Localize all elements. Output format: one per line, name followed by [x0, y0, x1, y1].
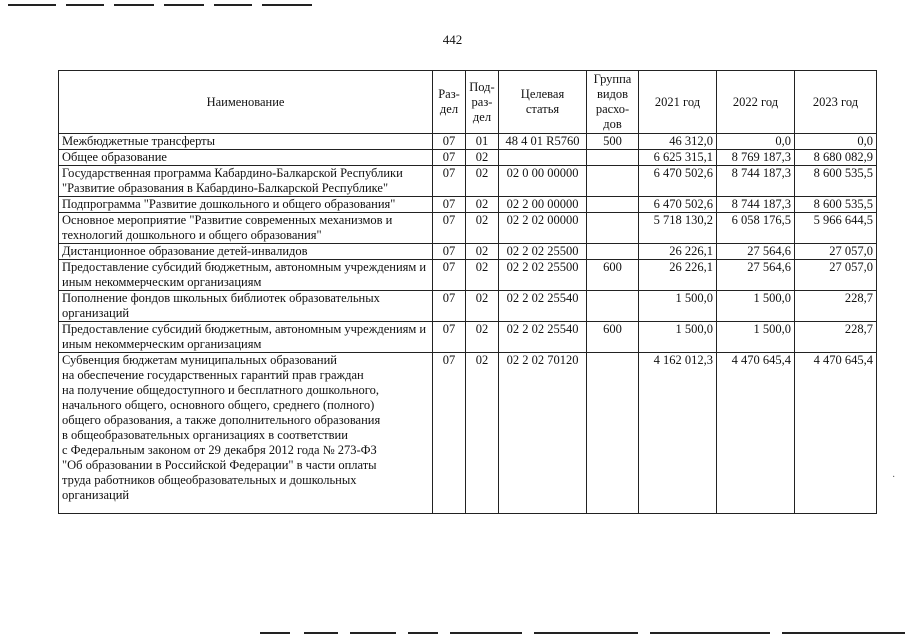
cell-celevaya: 02 2 02 25500	[499, 260, 587, 291]
cell-name: Предоставление субсидий бюджетным, автономным учреждениям и иным некоммерческим организациям	[59, 260, 433, 291]
cell-2021: 6 470 502,6	[639, 166, 717, 197]
cell-2023: 27 057,0	[795, 260, 877, 291]
cell-razdel: 07	[433, 353, 466, 514]
cell-podrazdel: 02	[466, 322, 499, 353]
cell-gruppa	[587, 150, 639, 166]
cell-gruppa	[587, 197, 639, 213]
cell-2021: 6 470 502,6	[639, 197, 717, 213]
cell-2023: 0,0	[795, 134, 877, 150]
header-podrazdel: Под- раз- дел	[466, 71, 499, 134]
cell-2022: 27 564,6	[717, 244, 795, 260]
cell-2023: 8 680 082,9	[795, 150, 877, 166]
table-row	[59, 166, 877, 197]
header-gruppa-vidov: Группа видов расхо- дов	[587, 71, 639, 134]
cell-2022: 8 744 187,3	[717, 197, 795, 213]
bottom-rule-fragment	[260, 632, 905, 634]
cell-name: Подпрограмма "Развитие дошкольного и общего образования"	[59, 197, 433, 213]
cell-gruppa: 600	[587, 322, 639, 353]
cell-2023: 5 966 644,5	[795, 213, 877, 244]
scan-speck: ·	[892, 472, 896, 483]
cell-2022: 4 470 645,4	[717, 353, 795, 514]
header-razdel: Раз- дел	[433, 71, 466, 134]
top-rule-fragment	[0, 4, 360, 6]
table-row	[59, 260, 877, 291]
table-row	[59, 134, 877, 150]
cell-razdel: 07	[433, 244, 466, 260]
cell-name: Субвенция бюджетам муниципальных образований на обеспечение государственных гарантий прав граждан на получение общедоступного и бесплатного дошкольного, начального общего, основного общего, среднего (полного) общего образования, а также дополнительного образования в общеобразовательных организациях в соответствии с Федеральным законом от 29 декабря 2012 года № 273-ФЗ "Об образовании в Российской Федерации" в части оплаты труда работников общеобразовательных и дошкольных организаций	[59, 353, 433, 514]
cell-2022: 1 500,0	[717, 322, 795, 353]
cell-2023: 27 057,0	[795, 244, 877, 260]
cell-podrazdel: 02	[466, 213, 499, 244]
cell-razdel: 07	[433, 197, 466, 213]
header-row	[59, 71, 877, 134]
cell-podrazdel: 02	[466, 150, 499, 166]
budget-table	[58, 70, 877, 514]
table-row	[59, 244, 877, 260]
cell-name: Государственная программа Кабардино-Балкарской Республики "Развитие образования в Кабардино-Балкарской Республике"	[59, 166, 433, 197]
cell-2021: 1 500,0	[639, 322, 717, 353]
cell-name: Дистанционное образование детей-инвалидов	[59, 244, 433, 260]
cell-razdel: 07	[433, 260, 466, 291]
cell-2023: 8 600 535,5	[795, 166, 877, 197]
header-2022: 2022 год	[717, 71, 795, 134]
cell-name: Пополнение фондов школьных библиотек образовательных организаций	[59, 291, 433, 322]
page-number: 442	[442, 32, 463, 47]
cell-2023: 228,7	[795, 291, 877, 322]
cell-celevaya: 02 2 00 00000	[499, 197, 587, 213]
cell-name: Предоставление субсидий бюджетным, автономным учреждениям и иным некоммерческим организациям	[59, 322, 433, 353]
cell-2023: 4 470 645,4	[795, 353, 877, 514]
cell-gruppa	[587, 353, 639, 514]
cell-2022: 0,0	[717, 134, 795, 150]
cell-2021: 4 162 012,3	[639, 353, 717, 514]
cell-name: Межбюджетные трансферты	[59, 134, 433, 150]
cell-celevaya	[499, 150, 587, 166]
cell-2021: 26 226,1	[639, 260, 717, 291]
cell-2023: 8 600 535,5	[795, 197, 877, 213]
header-2021: 2021 год	[639, 71, 717, 134]
cell-celevaya: 02 2 02 25500	[499, 244, 587, 260]
cell-gruppa	[587, 213, 639, 244]
cell-gruppa: 600	[587, 260, 639, 291]
cell-gruppa	[587, 244, 639, 260]
table-row	[59, 197, 877, 213]
cell-podrazdel: 02	[466, 353, 499, 514]
cell-2021: 26 226,1	[639, 244, 717, 260]
cell-name: Основное мероприятие "Развитие современных механизмов и технологий дошкольного и общего образования"	[59, 213, 433, 244]
cell-razdel: 07	[433, 166, 466, 197]
table-row	[59, 213, 877, 244]
cell-razdel: 07	[433, 213, 466, 244]
cell-razdel: 07	[433, 291, 466, 322]
cell-celevaya: 02 2 02 00000	[499, 213, 587, 244]
cell-2023: 228,7	[795, 322, 877, 353]
table-row	[59, 150, 877, 166]
cell-podrazdel: 01	[466, 134, 499, 150]
header-celevaya-statya: Целевая статья	[499, 71, 587, 134]
cell-razdel: 07	[433, 322, 466, 353]
cell-podrazdel: 02	[466, 291, 499, 322]
cell-celevaya: 02 2 02 70120	[499, 353, 587, 514]
cell-podrazdel: 02	[466, 197, 499, 213]
cell-celevaya: 02 2 02 25540	[499, 322, 587, 353]
cell-gruppa	[587, 166, 639, 197]
cell-gruppa	[587, 291, 639, 322]
table-row	[59, 291, 877, 322]
cell-2022: 27 564,6	[717, 260, 795, 291]
cell-razdel: 07	[433, 150, 466, 166]
cell-2021: 46 312,0	[639, 134, 717, 150]
header-2023: 2023 год	[795, 71, 877, 134]
cell-gruppa: 500	[587, 134, 639, 150]
cell-razdel: 07	[433, 134, 466, 150]
cell-2022: 8 744 187,3	[717, 166, 795, 197]
cell-2021: 6 625 315,1	[639, 150, 717, 166]
cell-podrazdel: 02	[466, 244, 499, 260]
cell-celevaya: 02 0 00 00000	[499, 166, 587, 197]
cell-podrazdel: 02	[466, 260, 499, 291]
cell-celevaya: 48 4 01 R5760	[499, 134, 587, 150]
cell-2022: 8 769 187,3	[717, 150, 795, 166]
cell-name: Общее образование	[59, 150, 433, 166]
cell-2021: 5 718 130,2	[639, 213, 717, 244]
cell-podrazdel: 02	[466, 166, 499, 197]
cell-2021: 1 500,0	[639, 291, 717, 322]
table-row	[59, 322, 877, 353]
table-row	[59, 353, 877, 514]
cell-2022: 1 500,0	[717, 291, 795, 322]
header-name: Наименование	[59, 71, 433, 134]
cell-celevaya: 02 2 02 25540	[499, 291, 587, 322]
cell-2022: 6 058 176,5	[717, 213, 795, 244]
